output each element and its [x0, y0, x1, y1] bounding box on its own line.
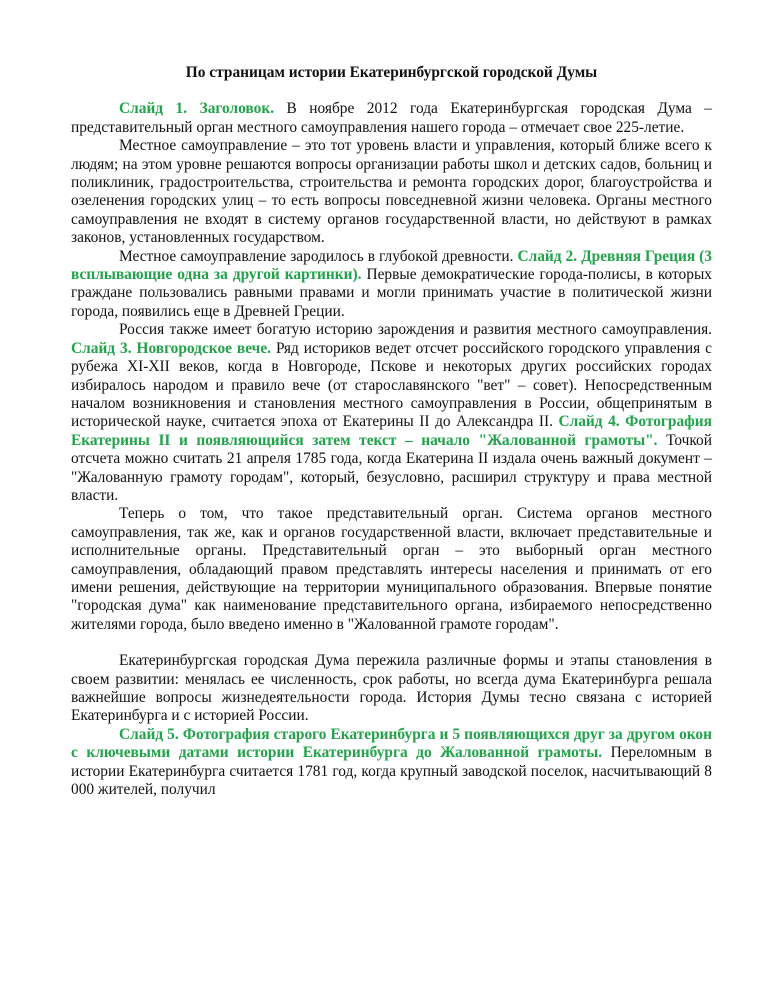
paragraph-4-text-a: Россия также имеет богатую историю зарождения и развития местного самоуправления. — [119, 321, 712, 339]
paragraph-3-text-b: Первые демократические города-полисы, в которых граждане пользовались равными правами и могли принимать участие в политической жизни города, появились еще в Древней Греции. — [71, 266, 712, 320]
slide-1-label: Слайд 1. Заголовок. — [119, 100, 275, 118]
document-title: По страницам истории Екатеринбургской городской Думы — [185, 64, 598, 81]
paragraph-4 — [71, 321, 712, 505]
paragraph-2-text: Местное самоуправление – это тот уровень власти и управления, который ближе всего к людям; на этом уровне решаются вопросы организации работы школ и детских садов, больниц и поликлиник, градостроительства, строительства и ремонта городских дорог, благоустройства и озеленения городских улиц – то есть вопросы повседневной жизни человека. Органы местного самоуправления не входят в систему органов государственной власти, но действуют в рамках законов, установленных государством. — [71, 137, 712, 247]
paragraph-1 — [71, 100, 712, 137]
paragraph-7 — [71, 726, 712, 800]
paragraph-3 — [71, 248, 712, 322]
document-page — [71, 64, 712, 799]
paragraph-6-text: Екатеринбургская городская Дума пережила различные формы и этапы становления в своем развитии: менялась ее численность, срок работы, но всегда дума Екатеринбурга решала важнейшие вопросы жизнедеятельности города. История Думы тесно связана с историей Екатеринбурга и с историей России. — [71, 652, 712, 725]
paragraph-4-text-c: Точкой отсчета можно считать 21 апреля 1785 года, когда Екатерина II издала очень важный документ – "Жалованную грамоту городам", который, безусловно, расширил структуру и права местной власти. — [71, 431, 712, 504]
slide-3-label: Слайд 3. Новгородское вече. — [71, 339, 272, 357]
paragraph-4-text-b: Ряд историков ведет отсчет российского городского управления с рубежа XI-XII веков, когда в Новгороде, Пскове и некоторых других российских городах избиралось народом и правило вече (от старославянского "вет" – совет). Непосредственным началом возникновения и становления местного самоуправления в России, общепринятым в исторической науке, считается эпоха от Екатерины II до Александра II. — [71, 339, 712, 431]
paragraph-6 — [71, 652, 712, 726]
slide-2-label: Слайд 2. Древняя Греция (3 всплывающие одна за другой картинки). — [71, 247, 712, 284]
slide-4-label: Слайд 4. Фотография Екатерины II и появляющийся затем текст – начало "Жалованной грамоты". — [71, 413, 713, 449]
paragraph-1-text: В ноябре 2012 года Екатеринбургская городская Дума – представительный орган местного самоуправления нашего города – отмечает свое 225-летие. — [71, 100, 712, 136]
paragraph-5-text: Теперь о том, что такое представительный орган. Система органов местного самоуправления, так же, как и органов государственной власти, включает представительные и исполнительные органы. Представительный орган – это выборный орган местного самоуправления, обладающий правом представлять интересы населения и принимать от его имени решения, действующие на территории муниципального образования. Впервые понятие "городская дума" как наименование представительного органа, избираемого непосредственно жителями города, было введено именно в "Жалованной грамоте городам". — [71, 505, 712, 633]
paragraph-2 — [71, 137, 712, 247]
slide-5-label: Слайд 5. Фотография старого Екатеринбурга и 5 появляющихся друг за другом окон с ключевыми датами истории Екатеринбурга до Жалованной грамоты. — [71, 725, 712, 762]
paragraph-5 — [71, 505, 712, 634]
paragraph-7-text: Переломным в истории Екатеринбурга считается 1781 год, когда крупный заводской поселок, насчитывающий 8 000 жителей, получил — [71, 744, 712, 799]
paragraph-3-text-a: Местное самоуправление зародилось в глубокой древности. — [119, 247, 518, 265]
